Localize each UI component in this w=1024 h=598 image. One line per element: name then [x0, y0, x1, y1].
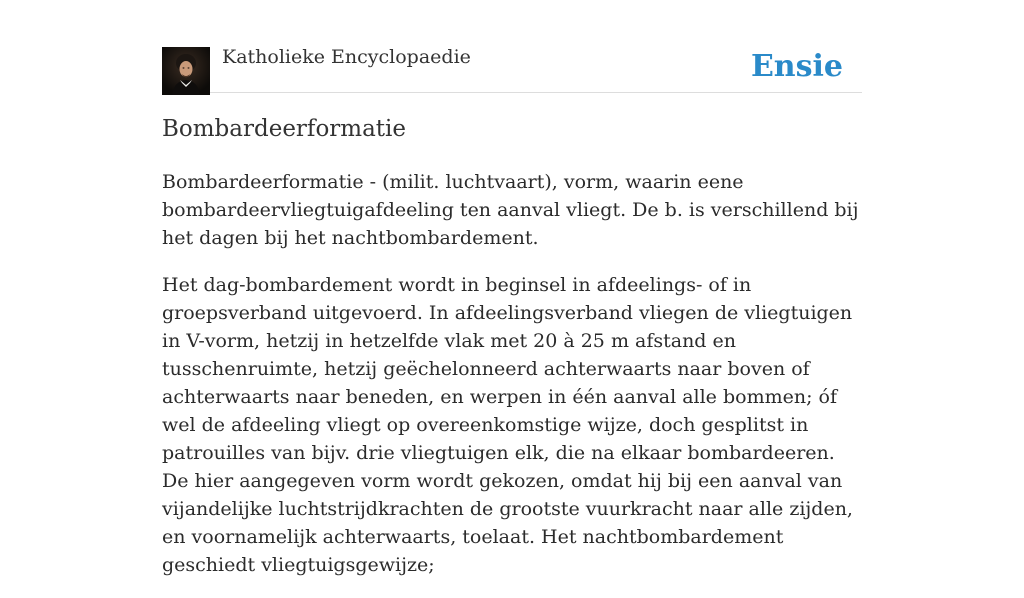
article-paragraph: Het dag-bombardement wordt in beginsel in afdeelings- of in groepsverband uitgevoerd. In afdeelingsverband vliegen de vliegtuigen in V-vorm, hetzij in hetzelfde vlak met 20 à 25 m afstand en tusschenruimte, hetzij geëchelonneerd achterwaarts naar boven of achterwaarts naar beneden, en werpen in één aanval alle bommen; óf wel de afdeeling vliegt op overeenkomstige wijze, doch gesplitst in patrouilles van bijv. drie vliegtuigen elk, die na elkaar bombardeeren. De hier aangegeven vorm wordt gekozen, omdat hij bij een aanval van vijandelijke luchtstrijdkrachten de grootste vuurkracht naar alle zijden, en voornamelijk achterwaarts, toelaat. Het nachtbombardement geschiedt vliegtuigsgewijze; [162, 274, 853, 576]
brand-logo[interactable]: Ensie [750, 49, 843, 84]
site-title[interactable]: Katholieke Encyclopaedie [222, 46, 471, 68]
article-body [162, 168, 866, 598]
avatar-portrait-icon [162, 47, 210, 95]
site-header [162, 44, 862, 93]
portrait-avatar-icon[interactable] [162, 47, 210, 95]
page-title: Bombardeerformatie [162, 116, 407, 142]
article-paragraph: Bombardeerformatie - (milit. luchtvaart), vorm, waarin eene bombardeervliegtuigafdeeling ten aanval vliegt. De b. is verschillend bij het dagen bij het nachtbombardement. [162, 171, 859, 249]
